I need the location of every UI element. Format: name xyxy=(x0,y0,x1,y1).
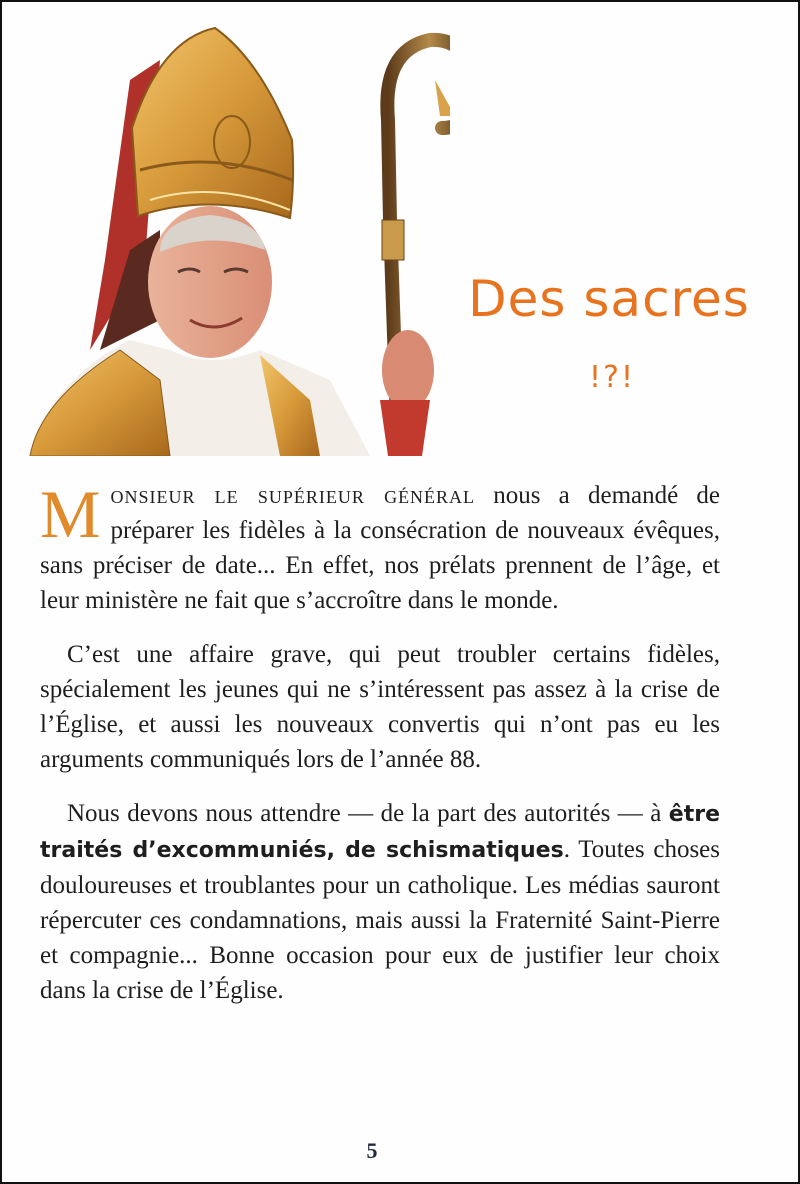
bishop-photo xyxy=(10,20,450,456)
paragraph-1 xyxy=(40,478,720,618)
paragraph-1-text: nous a demandé de préparer les fidèles à la consécration de nouveaux évêques, sans préciser de date... En effet, nos prélats prennent de l’âge, et leur ministère ne fait que s’accroître dans le monde. xyxy=(40,482,721,614)
bishop-illustration xyxy=(10,20,450,456)
drop-cap: M xyxy=(40,476,101,552)
smallcaps-lead: onsieur le supérieur général xyxy=(110,482,476,509)
paragraph-3-rest: . Toutes choses douloureuses et troublantes pour un catholique. Les médias sauront répercuter ces condamnations, mais aussi la Fraternité Saint-Pierre et compagnie... Bonne occasion pour eux de justifier leur choix dans la crise de l’Église. xyxy=(40,836,721,1004)
hand xyxy=(382,330,434,410)
paragraph-3-lead: Nous devons nous attendre — de la part des autorités — à xyxy=(67,800,669,827)
mitre xyxy=(132,28,293,218)
paragraph-2: C’est une affaire grave, qui peut troubler certains fidèles, spécialement les jeunes qui ne s’intéressent pas assez à la crise de l’Église, et aussi les nouveaux convertis qui n’ont pas eu les arguments communiqués lors de l’année 88. xyxy=(40,641,720,773)
page-title: Des sacres xyxy=(468,270,750,328)
page-subtitle: !?! xyxy=(589,360,635,395)
body-text xyxy=(40,478,720,1027)
paragraph-3-bold: être traités d’excommuniés, de schismatiques xyxy=(40,802,720,863)
paragraph-3 xyxy=(40,796,720,1008)
page-number: 5 xyxy=(366,1138,378,1163)
